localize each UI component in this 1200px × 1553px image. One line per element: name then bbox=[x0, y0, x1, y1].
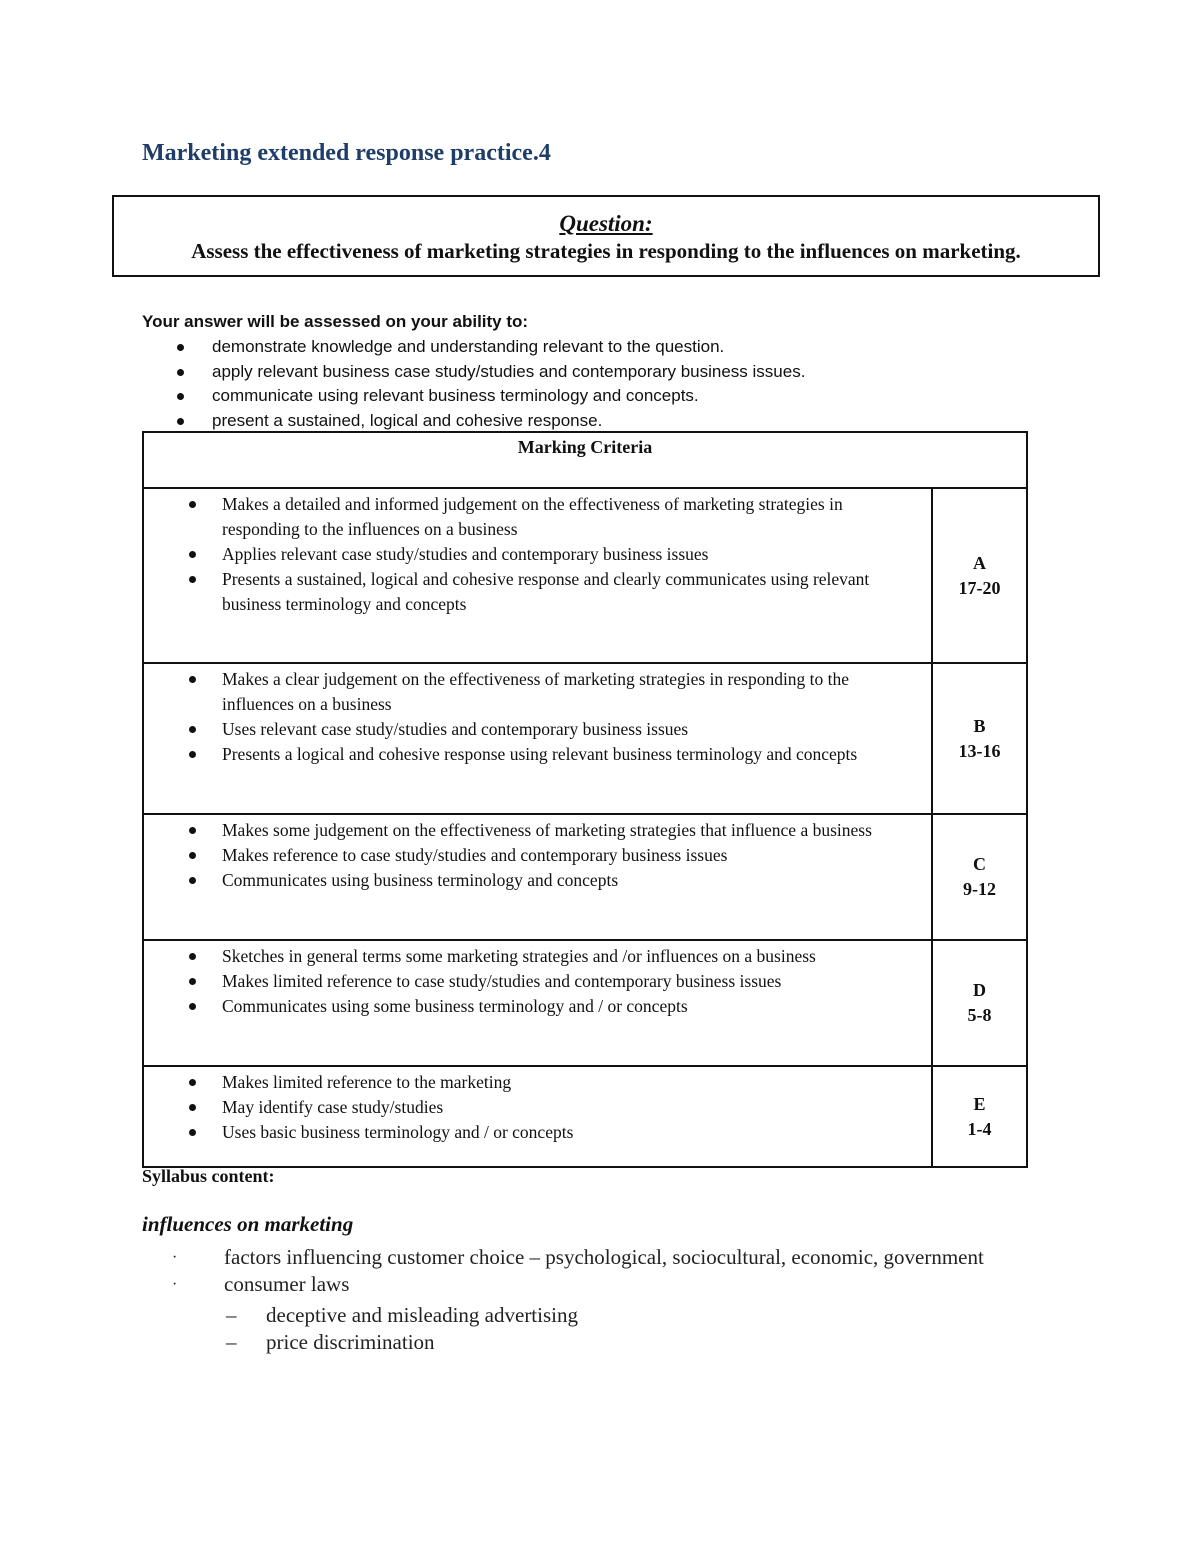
criteria-row-e bbox=[143, 1066, 1027, 1167]
assessment-item-text: present a sustained, logical and cohesive response. bbox=[212, 411, 603, 431]
criteria-point: Communicates using business terminology and concepts bbox=[144, 868, 921, 893]
assessment-item-text: apply relevant business case study/studies and contemporary business issues. bbox=[212, 361, 806, 381]
bullet-icon bbox=[189, 953, 196, 960]
bullet-icon bbox=[189, 852, 196, 859]
criteria-point: May identify case study/studies bbox=[144, 1095, 921, 1120]
criteria-point: Presents a logical and cohesive response using relevant business terminology and concepts bbox=[144, 742, 921, 767]
assessment-item bbox=[142, 384, 1042, 409]
assessment-item-text: communicate using relevant business terminology and concepts. bbox=[212, 386, 699, 406]
bullet-icon bbox=[189, 501, 196, 508]
grade-cell bbox=[932, 488, 1027, 663]
bullet-icon bbox=[177, 344, 184, 351]
criteria-point: Makes a detailed and informed judgement on the effectiveness of marketing strategies in responding to the influences on a business bbox=[144, 492, 921, 542]
criteria-point: Makes a clear judgement on the effectiveness of marketing strategies in responding to the influences on a business bbox=[144, 667, 921, 717]
grade-cell bbox=[932, 814, 1027, 940]
syllabus-sub-item bbox=[142, 1329, 1042, 1356]
syllabus-sub-item bbox=[142, 1302, 1042, 1329]
grade-marks: 1-4 bbox=[967, 1118, 992, 1139]
assessment-item-text: demonstrate knowledge and understanding relevant to the question. bbox=[212, 337, 725, 356]
syllabus-list bbox=[142, 1244, 1042, 1356]
criteria-point: Makes limited reference to case study/studies and contemporary business issues bbox=[144, 969, 921, 994]
grade-cell bbox=[932, 940, 1027, 1066]
assessment-item bbox=[142, 335, 1042, 360]
marking-criteria-table bbox=[142, 431, 1028, 1168]
bullet-icon bbox=[189, 676, 196, 683]
grade-letter: D bbox=[973, 980, 986, 1000]
bullet-icon bbox=[189, 726, 196, 733]
criteria-point: Presents a sustained, logical and cohesive response and clearly communicates using relevant business terminology and concepts bbox=[144, 567, 921, 617]
grade-letter: E bbox=[973, 1093, 986, 1114]
grade-marks: 5-8 bbox=[967, 1005, 992, 1025]
criteria-point: Uses basic business terminology and / or concepts bbox=[144, 1120, 921, 1145]
criteria-row-d bbox=[143, 940, 1027, 1066]
bullet-icon bbox=[189, 751, 196, 758]
criteria-point: Applies relevant case study/studies and contemporary business issues bbox=[144, 542, 921, 567]
grade-cell bbox=[932, 1066, 1027, 1167]
assessment-section bbox=[142, 311, 1042, 434]
criteria-point: Makes limited reference to the marketing bbox=[144, 1070, 921, 1095]
syllabus-topic: influences on marketing bbox=[142, 1212, 354, 1236]
syllabus-sub-item-text: deceptive and misleading advertising bbox=[266, 1303, 578, 1327]
syllabus-item bbox=[142, 1244, 1042, 1271]
bullet-icon bbox=[177, 369, 184, 376]
bullet-icon: · bbox=[172, 1276, 178, 1293]
bullet-icon bbox=[177, 418, 184, 425]
marking-criteria-heading: Marking Criteria bbox=[143, 432, 1027, 488]
criteria-point: Communicates using some business terminology and / or concepts bbox=[144, 994, 921, 1019]
bullet-icon bbox=[189, 576, 196, 583]
grade-marks: 13-16 bbox=[958, 740, 1001, 761]
bullet-icon: · bbox=[172, 1249, 178, 1266]
syllabus-item-text: consumer laws bbox=[224, 1272, 350, 1296]
bullet-icon bbox=[189, 877, 196, 884]
syllabus-item-text: factors influencing customer choice – psychological, sociocultural, economic, government bbox=[224, 1245, 984, 1269]
criteria-row-a bbox=[143, 488, 1027, 663]
bullet-icon bbox=[189, 978, 196, 985]
criteria-point: Makes reference to case study/studies and contemporary business issues bbox=[144, 843, 921, 868]
grade-cell bbox=[932, 663, 1027, 814]
question-box bbox=[112, 195, 1100, 277]
assessment-heading: Your answer will be assessed on your ability to: bbox=[142, 312, 529, 331]
dash-icon: – bbox=[226, 1303, 237, 1327]
grade-letter: C bbox=[973, 854, 986, 874]
question-text: Assess the effectiveness of marketing strategies in responding to the influences on marketing. bbox=[191, 239, 1021, 263]
criteria-row-c bbox=[143, 814, 1027, 940]
assessment-item bbox=[142, 360, 1042, 385]
grade-letter: B bbox=[973, 715, 986, 736]
criteria-row-b bbox=[143, 663, 1027, 814]
bullet-icon bbox=[189, 1003, 196, 1010]
syllabus-heading: Syllabus content: bbox=[142, 1166, 275, 1186]
bullet-icon bbox=[177, 393, 184, 400]
grade-marks: 9-12 bbox=[963, 879, 996, 899]
bullet-icon bbox=[189, 1104, 196, 1111]
bullet-icon bbox=[189, 1129, 196, 1136]
criteria-point: Makes some judgement on the effectiveness of marketing strategies that influence a business bbox=[144, 818, 921, 843]
criteria-point: Uses relevant case study/studies and contemporary business issues bbox=[144, 717, 921, 742]
syllabus-item bbox=[142, 1271, 1042, 1298]
grade-letter: A bbox=[973, 552, 986, 573]
question-label: Question: bbox=[559, 211, 653, 236]
syllabus-sub-item-text: price discrimination bbox=[266, 1330, 435, 1354]
grade-marks: 17-20 bbox=[958, 577, 1001, 598]
criteria-point: Sketches in general terms some marketing strategies and /or influences on a business bbox=[144, 944, 921, 969]
bullet-icon bbox=[189, 1079, 196, 1086]
bullet-icon bbox=[189, 551, 196, 558]
bullet-icon bbox=[189, 827, 196, 834]
page-title: Marketing extended response practice.4 bbox=[142, 140, 551, 166]
dash-icon: – bbox=[226, 1330, 237, 1354]
assessment-list bbox=[142, 335, 1042, 434]
